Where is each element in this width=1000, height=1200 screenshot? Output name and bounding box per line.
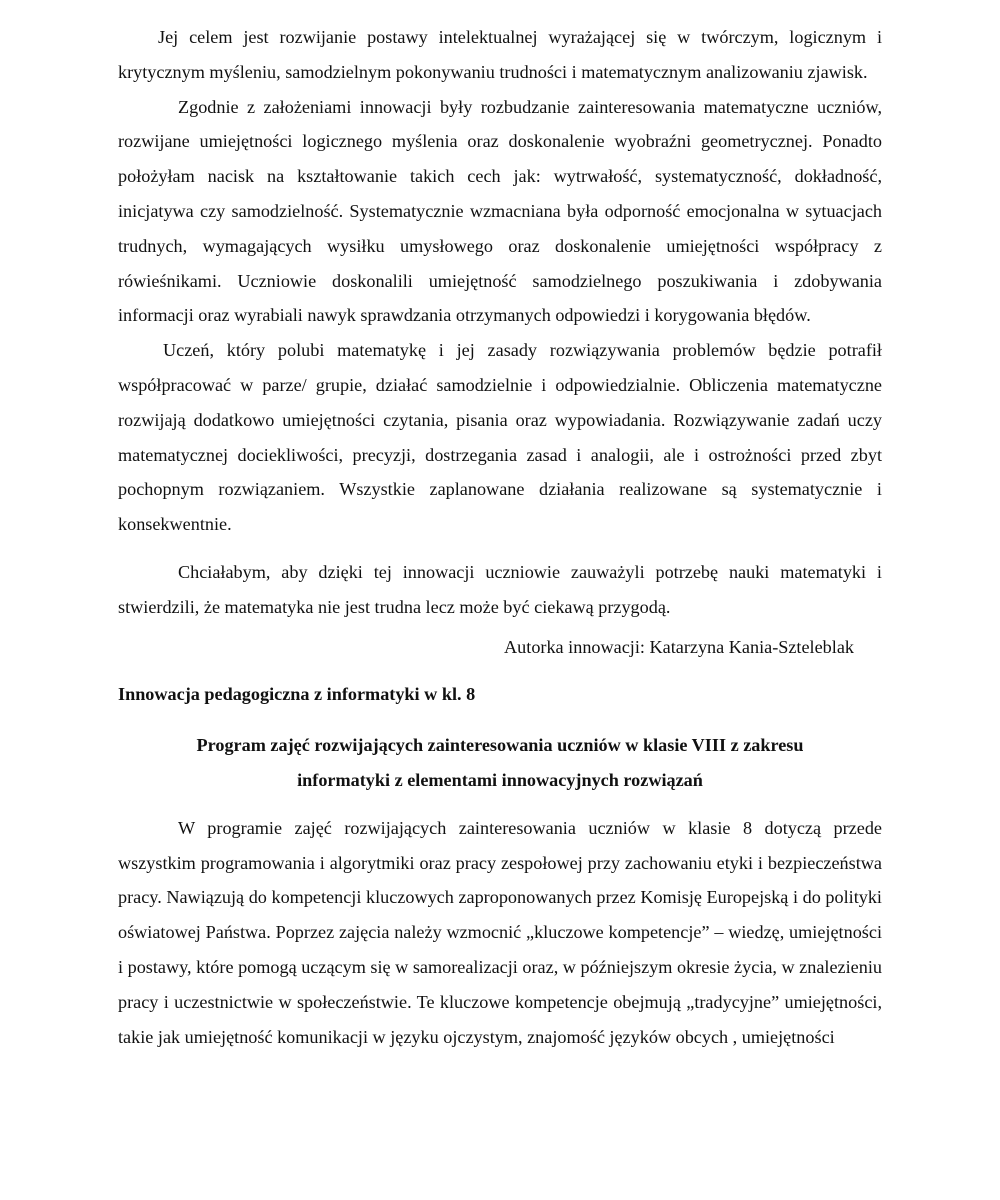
document-page — [118, 20, 882, 1054]
section-heading: Innowacja pedagogiczna z informatyki w kl. 8 — [118, 684, 476, 705]
program-title — [118, 728, 882, 798]
author-signature: Autorka innowacji: Katarzyna Kania-Szteleblak — [504, 636, 854, 657]
program-title-line-2: informatyki z elementami innowacyjnych rozwiązań — [297, 769, 703, 790]
paragraph-student-benefits: Uczeń, który polubi matematykę i jej zasady rozwiązywania problemów będzie potrafił współpracować w parze/ grupie, działać samodzielnie i odpowiedzialnie. Obliczenia matematyczne rozwijają dodatkowo umiejętności czytania, pisania oraz wypowiadania. Rozwiązywanie zadań uczy matematycznej dociekliwości, precyzji, dostrzegania zasad i analogii, ale i ostrożności przed zbyt pochopnym rozwiązaniem. Wszystkie zaplanowane działania realizowane są systematycznie i konsekwentnie. — [118, 340, 882, 535]
program-title-line-1: Program zajęć rozwijających zainteresowania uczniów w klasie VIII z zakresu — [196, 735, 804, 756]
paragraph-goal: Jej celem jest rozwijanie postawy intelektualnej wyrażającej się w twórczym, logicznym i krytycznym myśleniu, samodzielnym pokonywaniu trudności i matematycznym analizowaniu zjawisk. — [118, 27, 882, 82]
paragraph-wish: Chciałabym, aby dzięki tej innowacji uczniowie zauważyli potrzebę nauki matematyki i stwierdzili, że matematyka nie jest trudna lecz może być ciekawą przygodą. — [118, 561, 882, 617]
paragraph-program-description: W programie zajęć rozwijających zainteresowania uczniów w klasie 8 dotyczą przede wszystkim programowania i algorytmiki oraz pracy zespołowej przy zachowaniu etyki i bezpieczeństwa pracy. Nawiązują do kompetencji kluczowych zaproponowanych przez Komisję Europejską i do polityki oświatowej Państwa. Poprzez zajęcia należy wzmocnić „kluczowe kompetencje” – wiedzę, umiejętności i postawy, które pomogą uczącym się w samorealizacji oraz, w późniejszym okresie życia, w znalezieniu pracy i uczestnictwie w społeczeństwie. Te kluczowe kompetencje obejmują „tradycyjne” umiejętności, takie jak umiejętność komunikacji w języku ojczystym, znajomość języków obcych , umiejętności — [118, 817, 882, 1047]
paragraph-assumptions: Zgodnie z założeniami innowacji były rozbudzanie zainteresowania matematyczne uczniów, rozwijane umiejętności logicznego myślenia oraz doskonalenie wyobraźni geometrycznej. Ponadto położyłam nacisk na kształtowanie takich cech jak: wytrwałość, systematyczność, dokładność, inicjatywa czy samodzielność. Systematycznie wzmacniana była odporność emocjonalna w sytuacjach trudnych, wymagających wysiłku umysłowego oraz doskonalenie umiejętności współpracy z rówieśnikami. Uczniowie doskonalili umiejętność samodzielnego poszukiwania i zdobywania informacji oraz wyrabiali nawyk sprawdzania otrzymanych odpowiedzi i korygowania błędów. — [118, 96, 882, 326]
